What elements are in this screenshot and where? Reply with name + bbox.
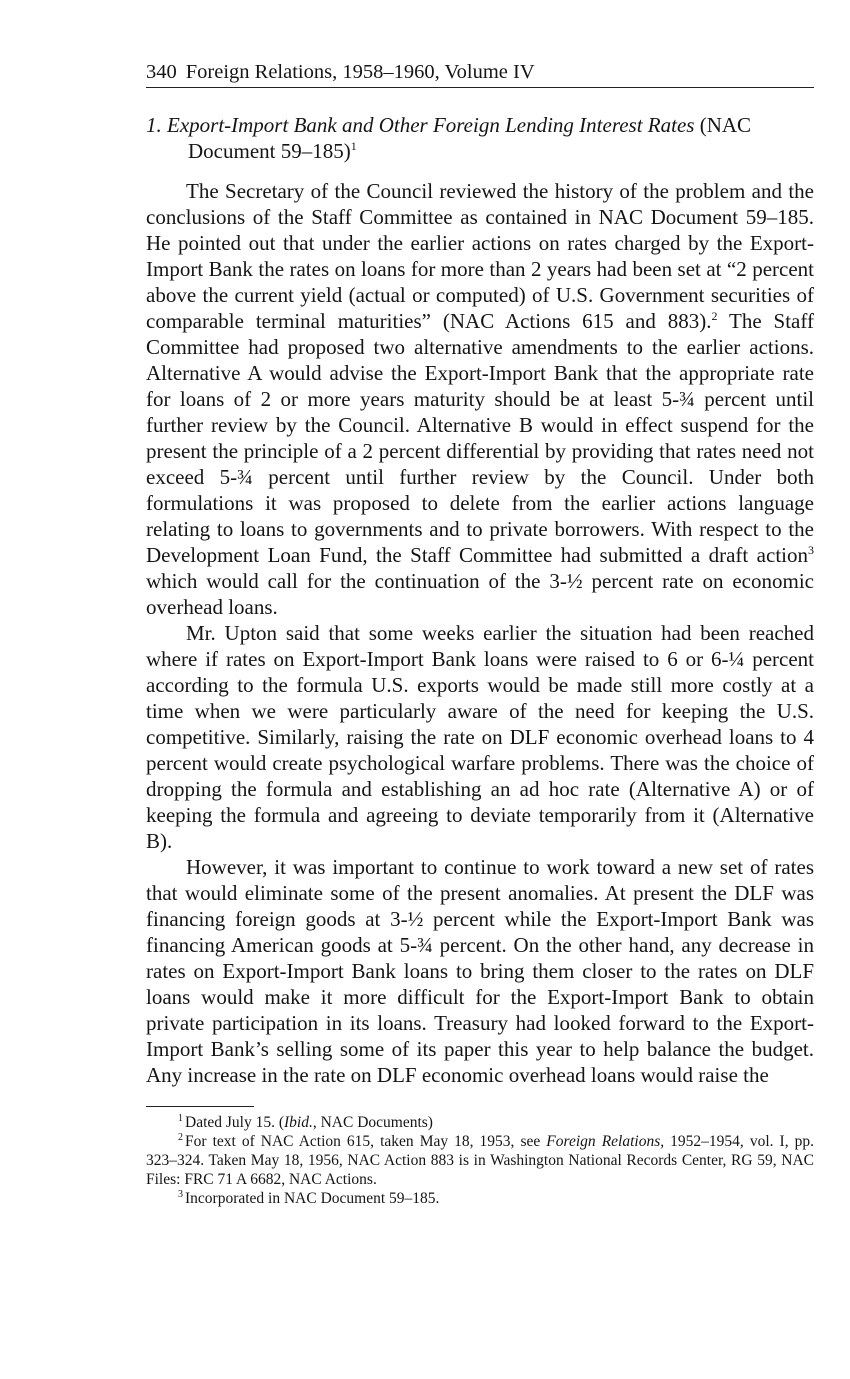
item-title: Export-Import Bank and Other Foreign Lending Interest Rates: [167, 113, 695, 137]
footnote-reference: 2: [711, 309, 718, 323]
running-header: [146, 58, 814, 88]
footnote-text: , NAC Documents): [312, 1114, 433, 1131]
footnotes: [146, 1113, 814, 1208]
footnote-reference: 1: [350, 139, 357, 153]
footnote-text: Incorporated in NAC Document 59–185.: [185, 1190, 440, 1207]
footnote-reference: 3: [808, 543, 814, 557]
running-title: Foreign Relations, 1958–1960, Volume IV: [185, 61, 535, 83]
footnote-number: 2: [178, 1132, 183, 1143]
item-document-reference: (NAC Document 59–185): [188, 113, 752, 163]
footnote-number: 3: [178, 1189, 183, 1200]
footnote-text: 1952–1954, vol. I, pp. 323–324. Taken May 18, 1956, NAC Action 883 is in Washington National Records Center, RG 59, NAC Files: FRC 71 A 6682, NAC Actions.: [146, 1133, 814, 1188]
footnote-3: [146, 1189, 814, 1208]
paragraph-1-text-b: The Staff Committee had proposed two alternative amendments to the earlier actions. Alternative A would advise the Export-Import Bank that the appropriate rate for loans of 2 or more years maturity should be at least 5-¾ percent until further review by the Council. Alternative B would in effect suspend for the present the principle of a 2 percent differential by providing that rates need not exceed 5-¾ percent until further review by the Council. Under both formulations it was proposed to delete from the earlier actions language relating to loans to governments and to private borrowers. With respect to the Development Loan Fund, the Staff Committee had submitted a draft action: [146, 309, 814, 567]
paragraph-1-text-c: which would call for the continuation of the 3-½ percent rate on economic overhead loans.: [146, 569, 814, 619]
paragraph-3: However, it was important to continue to work toward a new set of rates that would eliminate some of the present anomalies. At present the DLF was financing foreign goods at 3-½ percent while the Export-Import Bank was financing American goods at 5-¾ percent. On the other hand, any decrease in rates on Export-Import Bank loans to bring them closer to the rates on DLF loans would make it more difficult for the Export-Import Bank to obtain private participation in its loans. Treasury had looked forward to the Export-Import Bank’s selling some of its paper this year to help balance the budget. Any increase in the rate on DLF economic overhead loans would raise the: [146, 855, 814, 1087]
footnote-1: [146, 1113, 814, 1132]
footnote-italic: Foreign Relations,: [546, 1133, 665, 1150]
paragraph-1: [146, 178, 814, 620]
page-number: 340: [146, 61, 177, 83]
body-text: [146, 178, 814, 1088]
paragraph-1-text-a: The Secretary of the Council reviewed the history of the problem and the conclusions of the Staff Committee as contained in NAC Document 59–185. He pointed out that under the earlier actions on rates charged by the Export-Import Bank the rates on loans for more than 2 years had been set at “2 percent above the current yield (actual or computed) of U.S. Government securities of comparable terminal maturities” (NAC Actions 615 and 883).: [146, 179, 814, 333]
footnote-italic: Ibid.: [284, 1114, 313, 1131]
document-page: [146, 58, 814, 1208]
paragraph-2: Mr. Upton said that some weeks earlier the situation had been reached where if rates on Export-Import Bank loans were raised to 6 or 6-¼ percent according to the formula U.S. exports would be made still more costly at a time when we were particularly aware of the need for keeping the U.S. competitive. Similarly, raising the rate on DLF economic overhead loans to 4 percent would create psychological warfare problems. There was the choice of dropping the formula and establishing an ad hoc rate (Alternative A) or of keeping the formula and agreeing to deviate temporarily from it (Alternative B).: [146, 621, 814, 853]
footnote-text: Dated July 15. (: [185, 1114, 285, 1131]
footnote-number: 1: [178, 1113, 183, 1124]
item-heading: [146, 112, 814, 164]
footnote-text: For text of NAC Action 615, taken May 18, 1953, see: [185, 1133, 547, 1150]
footnote-2: [146, 1132, 814, 1189]
footnote-divider: [146, 1106, 254, 1107]
item-number: 1.: [146, 113, 162, 137]
